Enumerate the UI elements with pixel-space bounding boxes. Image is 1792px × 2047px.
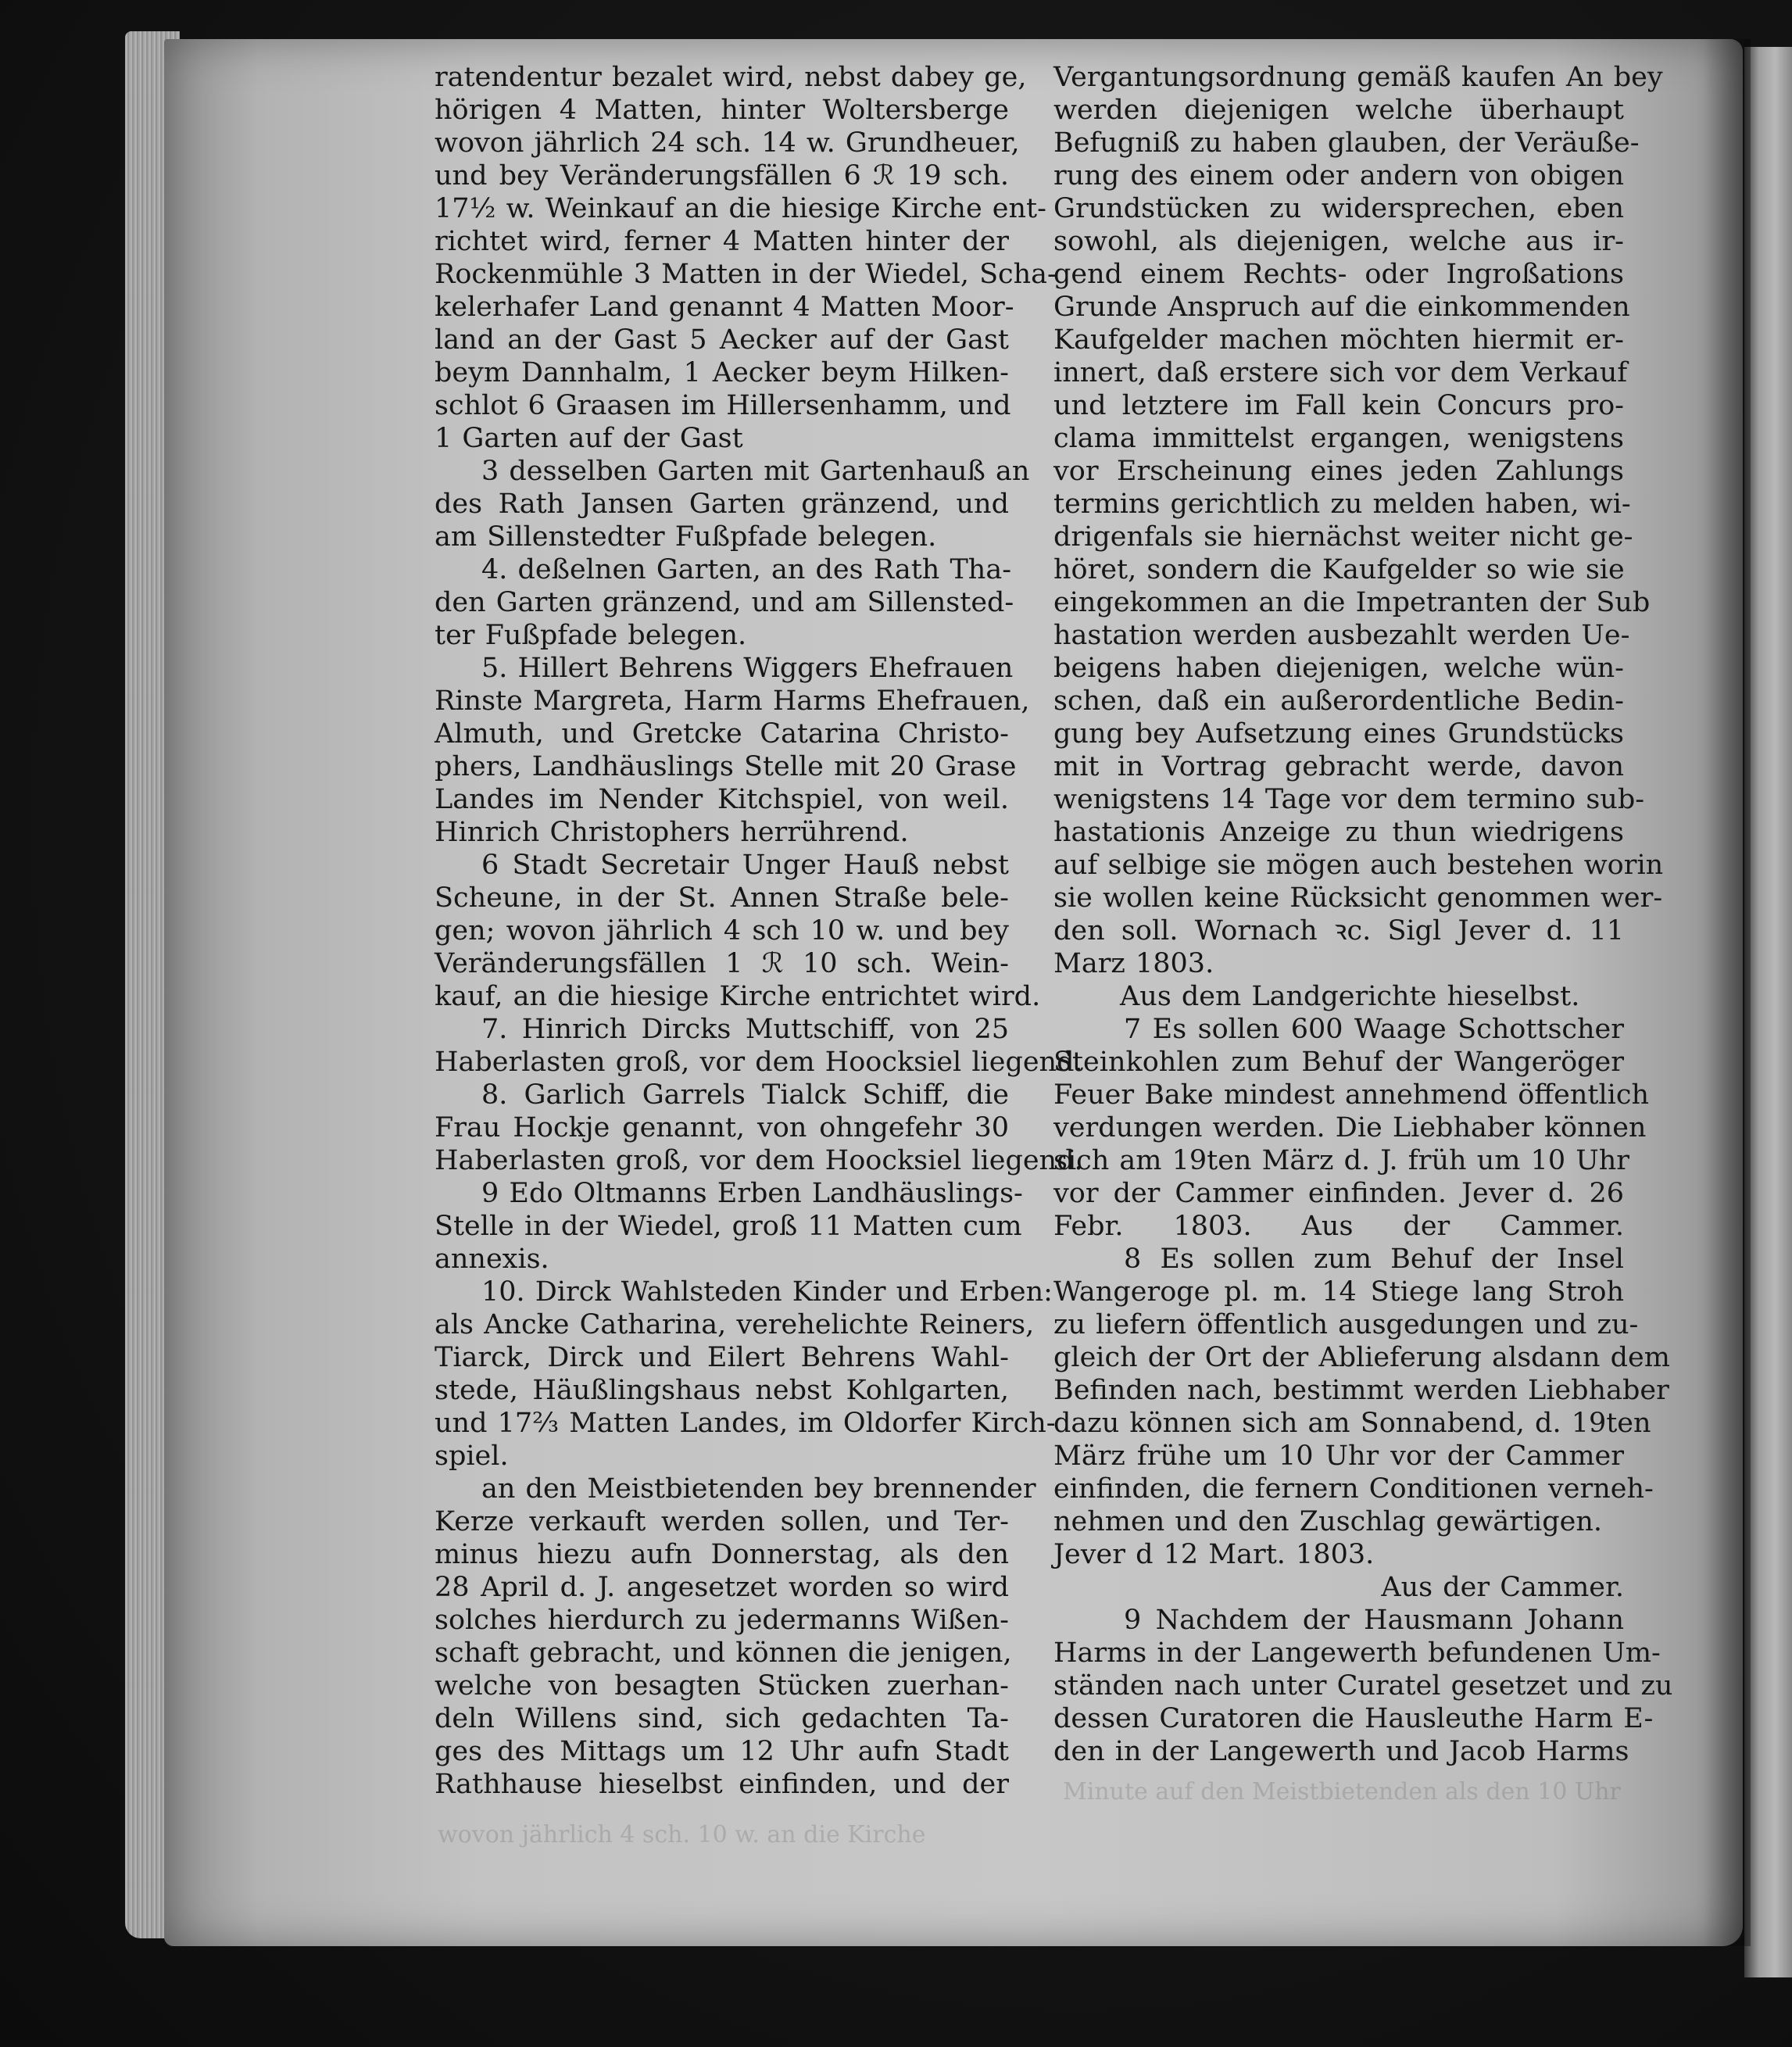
text-line: 17½ w. Weinkauf an die hiesige Kirche ent- [435, 193, 1046, 224]
text-line: eingekommen an die Impetranten der Sub [1053, 587, 1651, 618]
text-line: beigens haben diejenigen, welche wün- [1053, 653, 1624, 684]
bleed-through-text: wovon jährlich 4 sch. 10 w. an die Kirche [438, 1821, 926, 1848]
text-line: am Sillenstedter Fußpfade belegen. [435, 521, 937, 553]
text-line: innert, daß erstere sich vor dem Verkauf [1053, 357, 1628, 388]
text-line: Kerze verkauft werden sollen, und Ter- [435, 1506, 1009, 1537]
text-line: den Garten gränzend, und am Sillensted- [435, 587, 1014, 618]
text-line: wenigstens 14 Tage vor dem termino sub- [1053, 784, 1645, 815]
text-line: höret, sondern die Kaufgelder so wie sie [1053, 554, 1625, 585]
text-line: gleich der Ort der Ablieferung alsdann dem [1053, 1342, 1670, 1373]
text-line: termins gerichtlich zu melden haben, wi- [1053, 488, 1631, 520]
text-line: gen; wovon jährlich 4 sch 10 w. und bey [435, 915, 1009, 947]
text-line: werden diejenigen welche überhaupt [1053, 95, 1624, 126]
text-line: Veränderungsfällen 1 ℛ 10 sch. Wein- [435, 948, 1009, 979]
text-line: Almuth, und Gretcke Catarina Christo- [435, 718, 1009, 750]
text-line: phers, Landhäuslings Stelle mit 20 Grase [435, 751, 1017, 782]
text-line: sie wollen keine Rücksicht genommen wer- [1053, 882, 1663, 914]
text-line: Marz 1803. [1053, 948, 1214, 979]
text-line: stede, Häußlingshaus nebst Kohlgarten, [435, 1375, 1009, 1406]
text-line: Haberlasten groß, vor dem Hoocksiel liegend. [435, 1145, 1083, 1176]
text-line: Harms in der Langewerth befundenen Um- [1053, 1637, 1661, 1669]
text-line: und letztere im Fall kein Concurs pro- [1053, 390, 1624, 421]
text-line: an den Meistbietenden bey brennender [481, 1473, 1036, 1505]
text-line: zu liefern öffentlich ausgedungen und zu- [1053, 1309, 1639, 1340]
text-line: ständen nach unter Curatel gesetzet und zu [1053, 1670, 1673, 1702]
text-line: vor der Cammer einfinden. Jever d. 26 [1053, 1178, 1624, 1209]
text-line: Aus dem Landgerichte hieselbst. [1120, 981, 1580, 1012]
text-line: schen, daß ein außerordentliche Bedin- [1053, 685, 1624, 717]
text-line: den in der Langewerth und Jacob Harms [1053, 1736, 1629, 1767]
text-line: Kaufgelder machen möchten hiermit er- [1053, 324, 1624, 356]
text-line: drigenfals sie hiernächst weiter nicht ge- [1053, 521, 1633, 553]
text-line: richtet wird, ferner 4 Matten hinter der [435, 226, 1009, 257]
text-line: Rockenmühle 3 Matten in der Wiedel, Scha- [435, 259, 1057, 290]
text-line: Grundstücken zu widersprechen, eben [1053, 193, 1624, 224]
text-line: kelerhafer Land genannt 4 Matten Moor- [435, 292, 1014, 323]
text-line: 9 Edo Oltmanns Erben Landhäuslings- [481, 1178, 1023, 1209]
text-line: sowohl, als diejenigen, welche aus ir- [1053, 226, 1624, 257]
text-line: minus hiezu aufn Donnerstag, als den [435, 1539, 1009, 1570]
text-line: Jever d 12 Mart. 1803. [1053, 1539, 1375, 1570]
text-line: gung bey Aufsetzung eines Grundstücks [1053, 718, 1624, 750]
text-line: ges des Mittags um 12 Uhr aufn Stadt [435, 1736, 1009, 1767]
right-text-column [1053, 61, 1673, 1768]
text-line: Vergantungsordnung gemäß kaufen An bey [1053, 62, 1663, 93]
text-line: hastation werden ausbezahlt werden Ue- [1053, 620, 1630, 651]
left-text-column [435, 61, 1083, 1801]
text-line: auf selbige sie mögen auch bestehen worin [1053, 850, 1664, 881]
text-line: schlot 6 Graasen im Hillersenhamm, und [435, 390, 1011, 421]
text-line: Scheune, in der St. Annen Straße bele- [435, 882, 1009, 914]
text-line: 10. Dirck Wahlsteden Kinder und Erben: [481, 1276, 1053, 1308]
text-line: 8 Es sollen zum Behuf der Insel [1124, 1244, 1624, 1275]
text-line: 1 Garten auf der Gast [435, 423, 743, 454]
text-line: März frühe um 10 Uhr vor der Cammer [1053, 1440, 1624, 1472]
text-line: Landes im Nender Kitchspiel, von weil. [435, 784, 1009, 815]
text-line: ratendentur bezalet wird, nebst dabey ge, [435, 62, 1027, 93]
text-line: 6 Stadt Secretair Unger Hauß nebst [481, 850, 1009, 881]
text-line: spiel. [435, 1440, 509, 1472]
text-line: Befugniß zu haben glauben, der Veräuße- [1053, 127, 1640, 159]
text-line: solches hierdurch zu jedermanns Wißen- [435, 1605, 1009, 1636]
text-line: hastationis Anzeige zu thun wiedrigens [1053, 817, 1624, 848]
text-line: Febr. 1803. Aus der Cammer. [1053, 1211, 1624, 1242]
text-line: hörigen 4 Matten, hinter Woltersberge [435, 95, 1009, 126]
text-line: nehmen und den Zuschlag gewärtigen. [1053, 1506, 1603, 1537]
text-line: dazu können sich am Sonnabend, d. 19ten [1053, 1408, 1651, 1439]
text-line: land an der Gast 5 Aecker auf der Gast [435, 324, 1009, 356]
text-line: 3 desselben Garten mit Gartenhauß an [481, 456, 1030, 487]
text-line: clama immittelst ergangen, wenigstens [1053, 423, 1624, 454]
text-line: 7 Es sollen 600 Waage Schottscher [1124, 1014, 1624, 1045]
text-line: Tiarck, Dirck und Eilert Behrens Wahl- [435, 1342, 1009, 1373]
text-line: den soll. Wornach ꝛc. Sigl Jever d. 11 [1053, 915, 1624, 947]
text-line: Frau Hockje genannt, von ohngefehr 30 [435, 1112, 1009, 1143]
text-line: Rinste Margreta, Harm Harms Ehefrauen, [435, 685, 1030, 717]
text-line: vor Erscheinung eines jeden Zahlungs [1053, 456, 1624, 487]
gutter-shadow [1704, 39, 1751, 1946]
text-line: mit in Vortrag gebracht werde, davon [1053, 751, 1624, 782]
text-line: Steinkohlen zum Behuf der Wangeröger [1053, 1047, 1624, 1078]
text-line: kauf, an die hiesige Kirche entrichtet wird. [435, 981, 1041, 1012]
text-line: schaft gebracht, und können die jenigen, [435, 1637, 1012, 1669]
text-line: Hinrich Christophers herrührend. [435, 817, 909, 848]
text-line: gend einem Rechts- oder Ingroßations [1053, 259, 1624, 290]
text-line: verdungen werden. Die Liebhaber können [1053, 1112, 1647, 1143]
text-line: ter Fußpfade belegen. [435, 620, 747, 651]
text-line: beym Dannhalm, 1 Aecker beym Hilken- [435, 357, 1009, 388]
text-line: des Rath Jansen Garten gränzend, und [435, 488, 1009, 520]
text-line: 7. Hinrich Dircks Muttschiff, von 25 [481, 1014, 1009, 1045]
text-line: und bey Veränderungsfällen 6 ℛ 19 sch. [435, 160, 1009, 191]
text-line: Feuer Bake mindest annehmend öffentlich [1053, 1079, 1649, 1111]
text-line: Stelle in der Wiedel, groß 11 Matten cum [435, 1211, 1022, 1242]
text-line: 8. Garlich Garrels Tialck Schiff, die [481, 1079, 1009, 1111]
text-line: einfinden, die fernern Conditionen verneh- [1053, 1473, 1654, 1505]
text-line: Rathhause hieselbst einfinden, und der [435, 1769, 1009, 1800]
text-line: und 17⅔ Matten Landes, im Oldorfer Kirch- [435, 1408, 1056, 1439]
text-line: wovon jährlich 24 sch. 14 w. Grundheuer, [435, 127, 1020, 159]
text-line: Haberlasten groß, vor dem Hoocksiel liegend. [435, 1047, 1083, 1078]
text-line: Grunde Anspruch auf die einkommenden [1053, 292, 1630, 323]
text-line: Aus der Cammer. [1381, 1572, 1624, 1603]
facing-page-edge [1744, 47, 1792, 1977]
text-line: Wangeroge pl. m. 14 Stiege lang Stroh [1053, 1276, 1624, 1308]
text-line: Befinden nach, bestimmt werden Liebhaber [1053, 1375, 1669, 1406]
text-line: rung des einem oder andern von obigen [1053, 160, 1624, 191]
bleed-through-text: Minute auf den Meistbietenden als den 10 Uhr [1063, 1778, 1621, 1805]
text-line: 4. deßelnen Garten, an des Rath Tha- [481, 554, 1012, 585]
text-line: annexis. [435, 1244, 549, 1275]
text-line: sich am 19ten März d. J. früh um 10 Uhr [1053, 1145, 1629, 1176]
text-line: deln Willens sind, sich gedachten Ta- [435, 1703, 1009, 1734]
text-line: dessen Curatoren die Hausleuthe Harm E- [1053, 1703, 1654, 1734]
text-line: 28 April d. J. angesetzet worden so wird [435, 1572, 1009, 1603]
text-line: 5. Hillert Behrens Wiggers Ehefrauen [481, 653, 1014, 684]
text-line: welche von besagten Stücken zuerhan- [435, 1670, 1009, 1702]
text-line: 9 Nachdem der Hausmann Johann [1124, 1605, 1624, 1636]
text-line: als Ancke Catharina, verehelichte Reiners, [435, 1309, 1035, 1340]
